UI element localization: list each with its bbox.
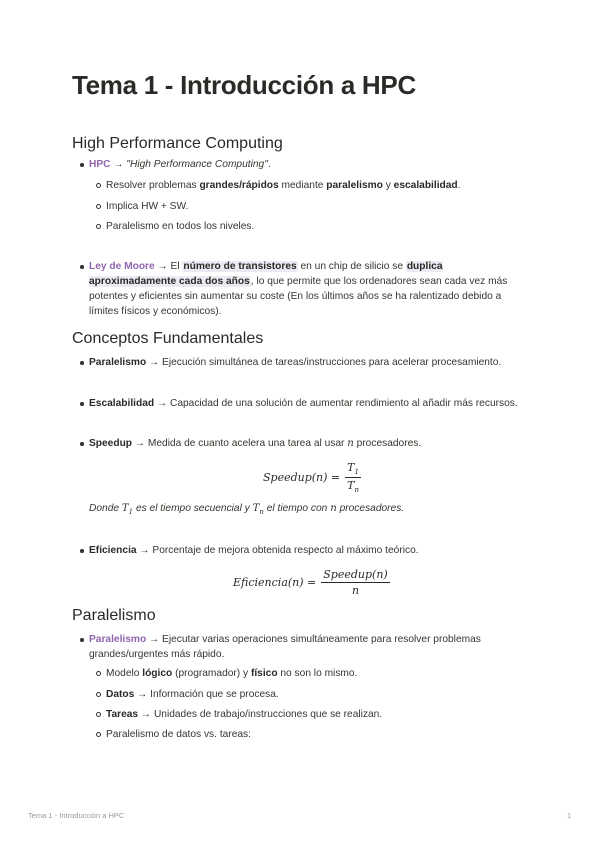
circle-bullet-icon [96,732,101,737]
circle-bullet-icon [96,692,101,697]
section-heading-hpc: High Performance Computing [72,135,283,152]
bullet-icon [80,549,84,553]
page-title: Tema 1 - Introducción a HPC [72,70,416,100]
bullet-icon [80,361,84,365]
circle-bullet-icon [96,224,101,229]
section-heading-conceptos: Conceptos Fundamentales [72,330,264,347]
circle-bullet-icon [96,671,101,676]
footer-title: Tema 1 - Introducción a HPC [28,811,125,820]
bullet-icon [80,265,84,269]
footer-page-number: 1 [567,811,572,820]
circle-bullet-icon [96,712,101,717]
speedup-donde: Donde $T_1$ es el tiempo secuencial y $T_n$ el tiempo con n procesadores. [89,503,405,517]
circle-bullet-icon [96,204,101,209]
term-hpc: HPC [89,159,111,170]
term-moore: Ley de Moore [89,261,155,272]
section-heading-paralelismo: Paralelismo [72,607,156,624]
bullet-icon [80,638,84,642]
eficiencia-formula: Eficiencia(n) = $\frac{\text{Speedup(n)}}{n}$ [233,568,388,597]
speedup-formula: Speedup(n) = $\frac{T_1}{T_n}$ [263,461,359,495]
bullet-icon [80,442,84,446]
bullet-icon [80,163,84,167]
circle-bullet-icon [96,183,101,188]
bullet-icon [80,402,84,406]
